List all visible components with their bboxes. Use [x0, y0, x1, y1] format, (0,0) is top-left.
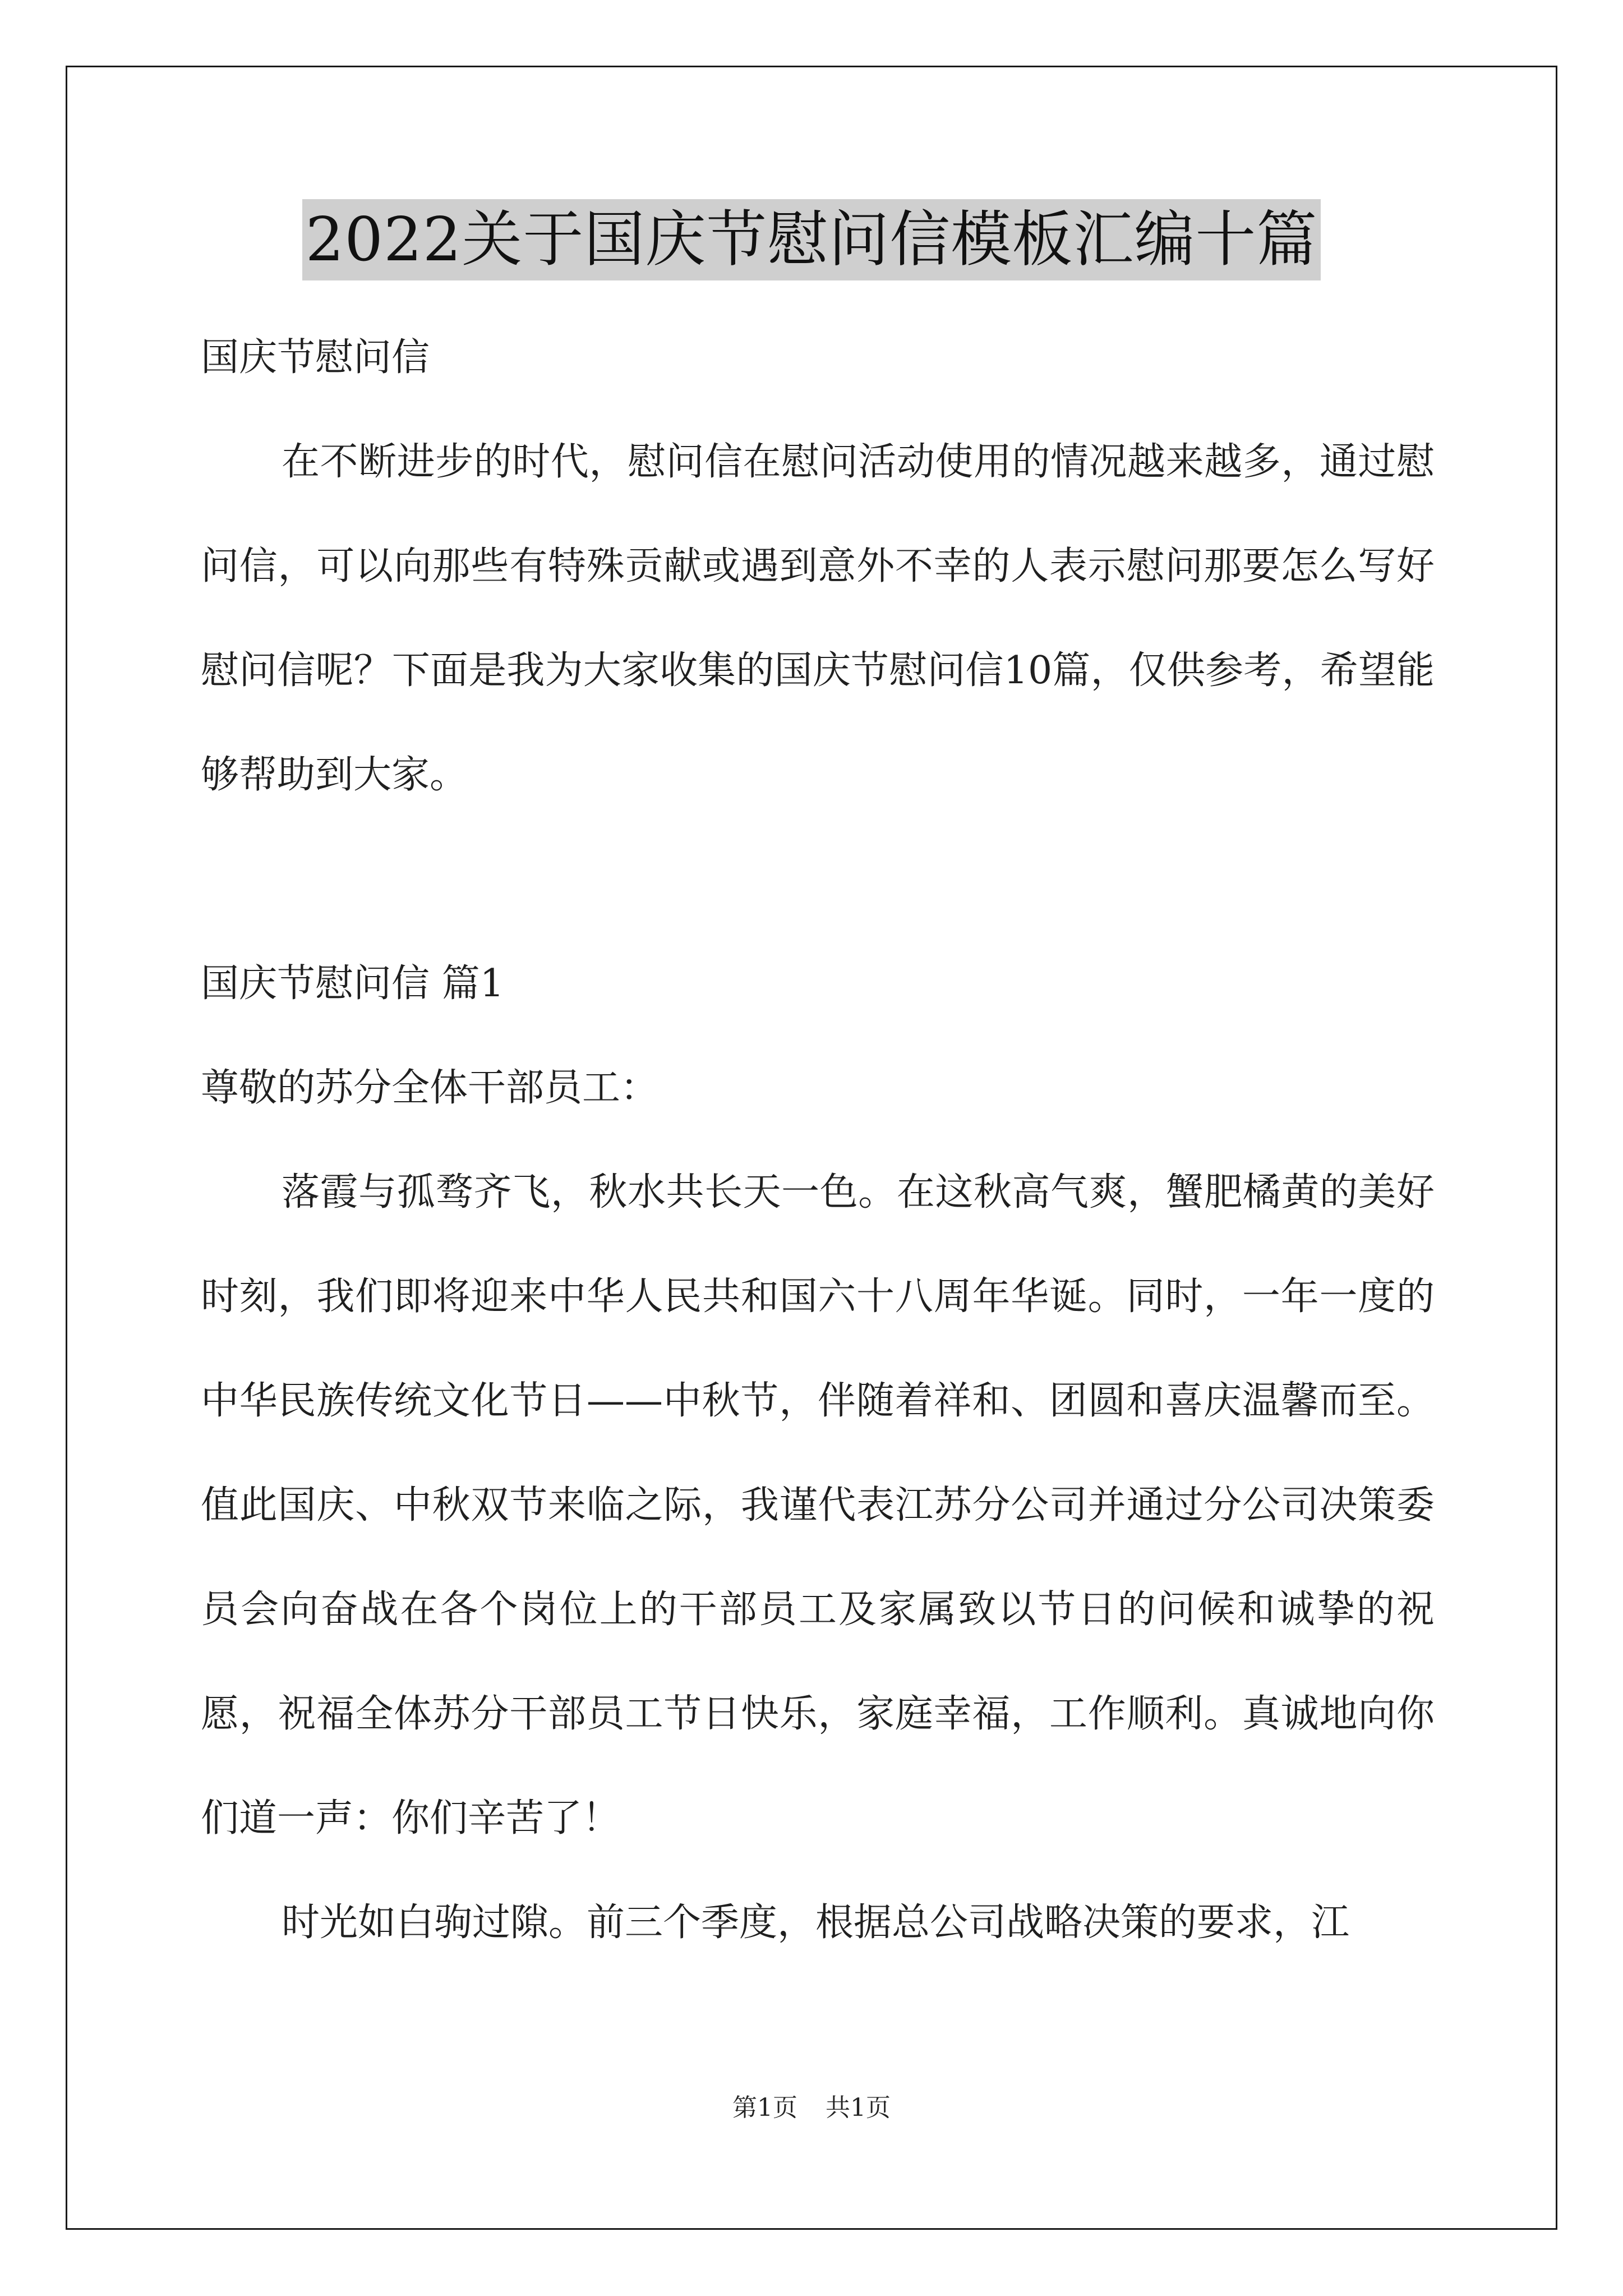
title-container [0, 199, 1623, 280]
document-body [201, 306, 1435, 1975]
intro-heading: 国庆节慰问信 [201, 335, 430, 380]
salutation: 尊敬的苏分全体干部员工： [201, 1066, 659, 1110]
page-footer [0, 2091, 1623, 2125]
body-paragraph: 时光如白驹过隙。前三个季度，根据总公司战略决策的要求，江 [282, 1901, 1350, 1945]
section-heading: 国庆节慰问信 篇1 [201, 961, 504, 1006]
page-number-current: 第1页 [732, 2093, 797, 2122]
document-title: 2022关于国庆节慰问信模板汇编十篇 [302, 199, 1321, 280]
body-paragraph: 落霞与孤骛齐飞，秋水共长天一色。在这秋高气爽，蟹肥橘黄的美好时刻，我们即将迎来中华人民共和国六十八周年华诞。同时，一年一度的中华民族传统文化节日——中秋节，伴随着祥和、团圆和喜庆温馨而至。值此国庆、中秋双节来临之际，我谨代表江苏分公司并通过分公司决策委员会向奋战在各个岗位上的干部员工及家属致以节日的问候和诚挚的祝愿，祝福全体苏分干部员工节日快乐，家庭幸福，工作顺利。真诚地向你们道一声：你们辛苦了！ [201, 1170, 1435, 1841]
intro-paragraph: 在不断进步的时代，慰问信在慰问活动使用的情况越来越多，通过慰问信，可以向那些有特殊贡献或遇到意外不幸的人表示慰问那要怎么写好慰问信呢？下面是我为大家收集的国庆节慰问信10篇，仅供参考，希望能够帮助到大家。 [201, 440, 1435, 797]
page-number-total: 共1页 [826, 2093, 891, 2122]
